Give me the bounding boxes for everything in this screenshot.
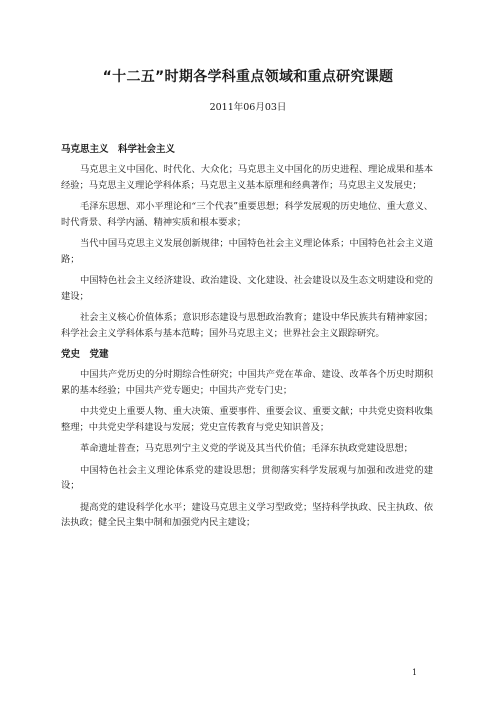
section-heading: 党史 党建 (61, 349, 109, 360)
publish-date: 2011年06月03日 (209, 102, 287, 113)
paragraph: 马克思主义中国化、时代化、大众化；马克思主义中国化的历史进程、理论成果和基本经验；马克思主义理论学科体系；马克思主义基本原理和经典著作；马克思主义发展史； (61, 164, 433, 191)
document-body (61, 142, 433, 537)
section-heading: 马克思主义 科学社会主义 (61, 144, 176, 155)
paragraph: 中国共产党历史的分时期综合性研究；中国共产党在革命、建设、改革各个历史时期积累的基本经验；中国共产党专题史；中国共产党专门史； (61, 369, 433, 396)
paragraph: 当代中国马克思主义发展创新规律；中国特色社会主义理论体系；中国特色社会主义道路； (61, 238, 433, 265)
paragraph: 毛泽东思想、邓小平理论和“三个代表”重要思想；科学发展观的历史地位、重大意义、时代背景、科学内涵、精神实质和根本要求； (61, 201, 433, 228)
document-title: “十二五”时期各学科重点领域和重点研究课题 (102, 69, 394, 85)
section-marxism (61, 142, 433, 341)
paragraph: 革命遗址普查；马克思列宁主义党的学说及其当代价值；毛泽东执政党建设思想； (80, 443, 413, 454)
paragraph: 中共党史上重要人物、重大决策、重要事件、重要会议、重要文献；中共党史资料收集整理；中共党史学科建设与发展；党史宣传教育与党史知识普及； (61, 406, 433, 433)
section-party-history (61, 347, 433, 531)
page-number: 1 (412, 668, 418, 677)
paragraph: 中国特色社会主义理论体系党的建设思想；贯彻落实科学发展观与加强和改进党的建设； (61, 464, 433, 491)
paragraph: 社会主义核心价值体系；意识形态建设与思想政治教育；建设中华民族共有精神家园；科学社会主义学科体系与基本范畴；国外马克思主义；世界社会主义跟踪研究。 (61, 312, 433, 339)
paragraph: 中国特色社会主义经济建设、政治建设、文化建设、社会建设以及生态文明建设和党的建设； (61, 275, 433, 302)
paragraph: 提高党的建设科学化水平；建设马克思主义学习型政党；坚持科学执政、民主执政、依法执政；健全民主集中制和加强党内民主建设； (61, 501, 433, 528)
